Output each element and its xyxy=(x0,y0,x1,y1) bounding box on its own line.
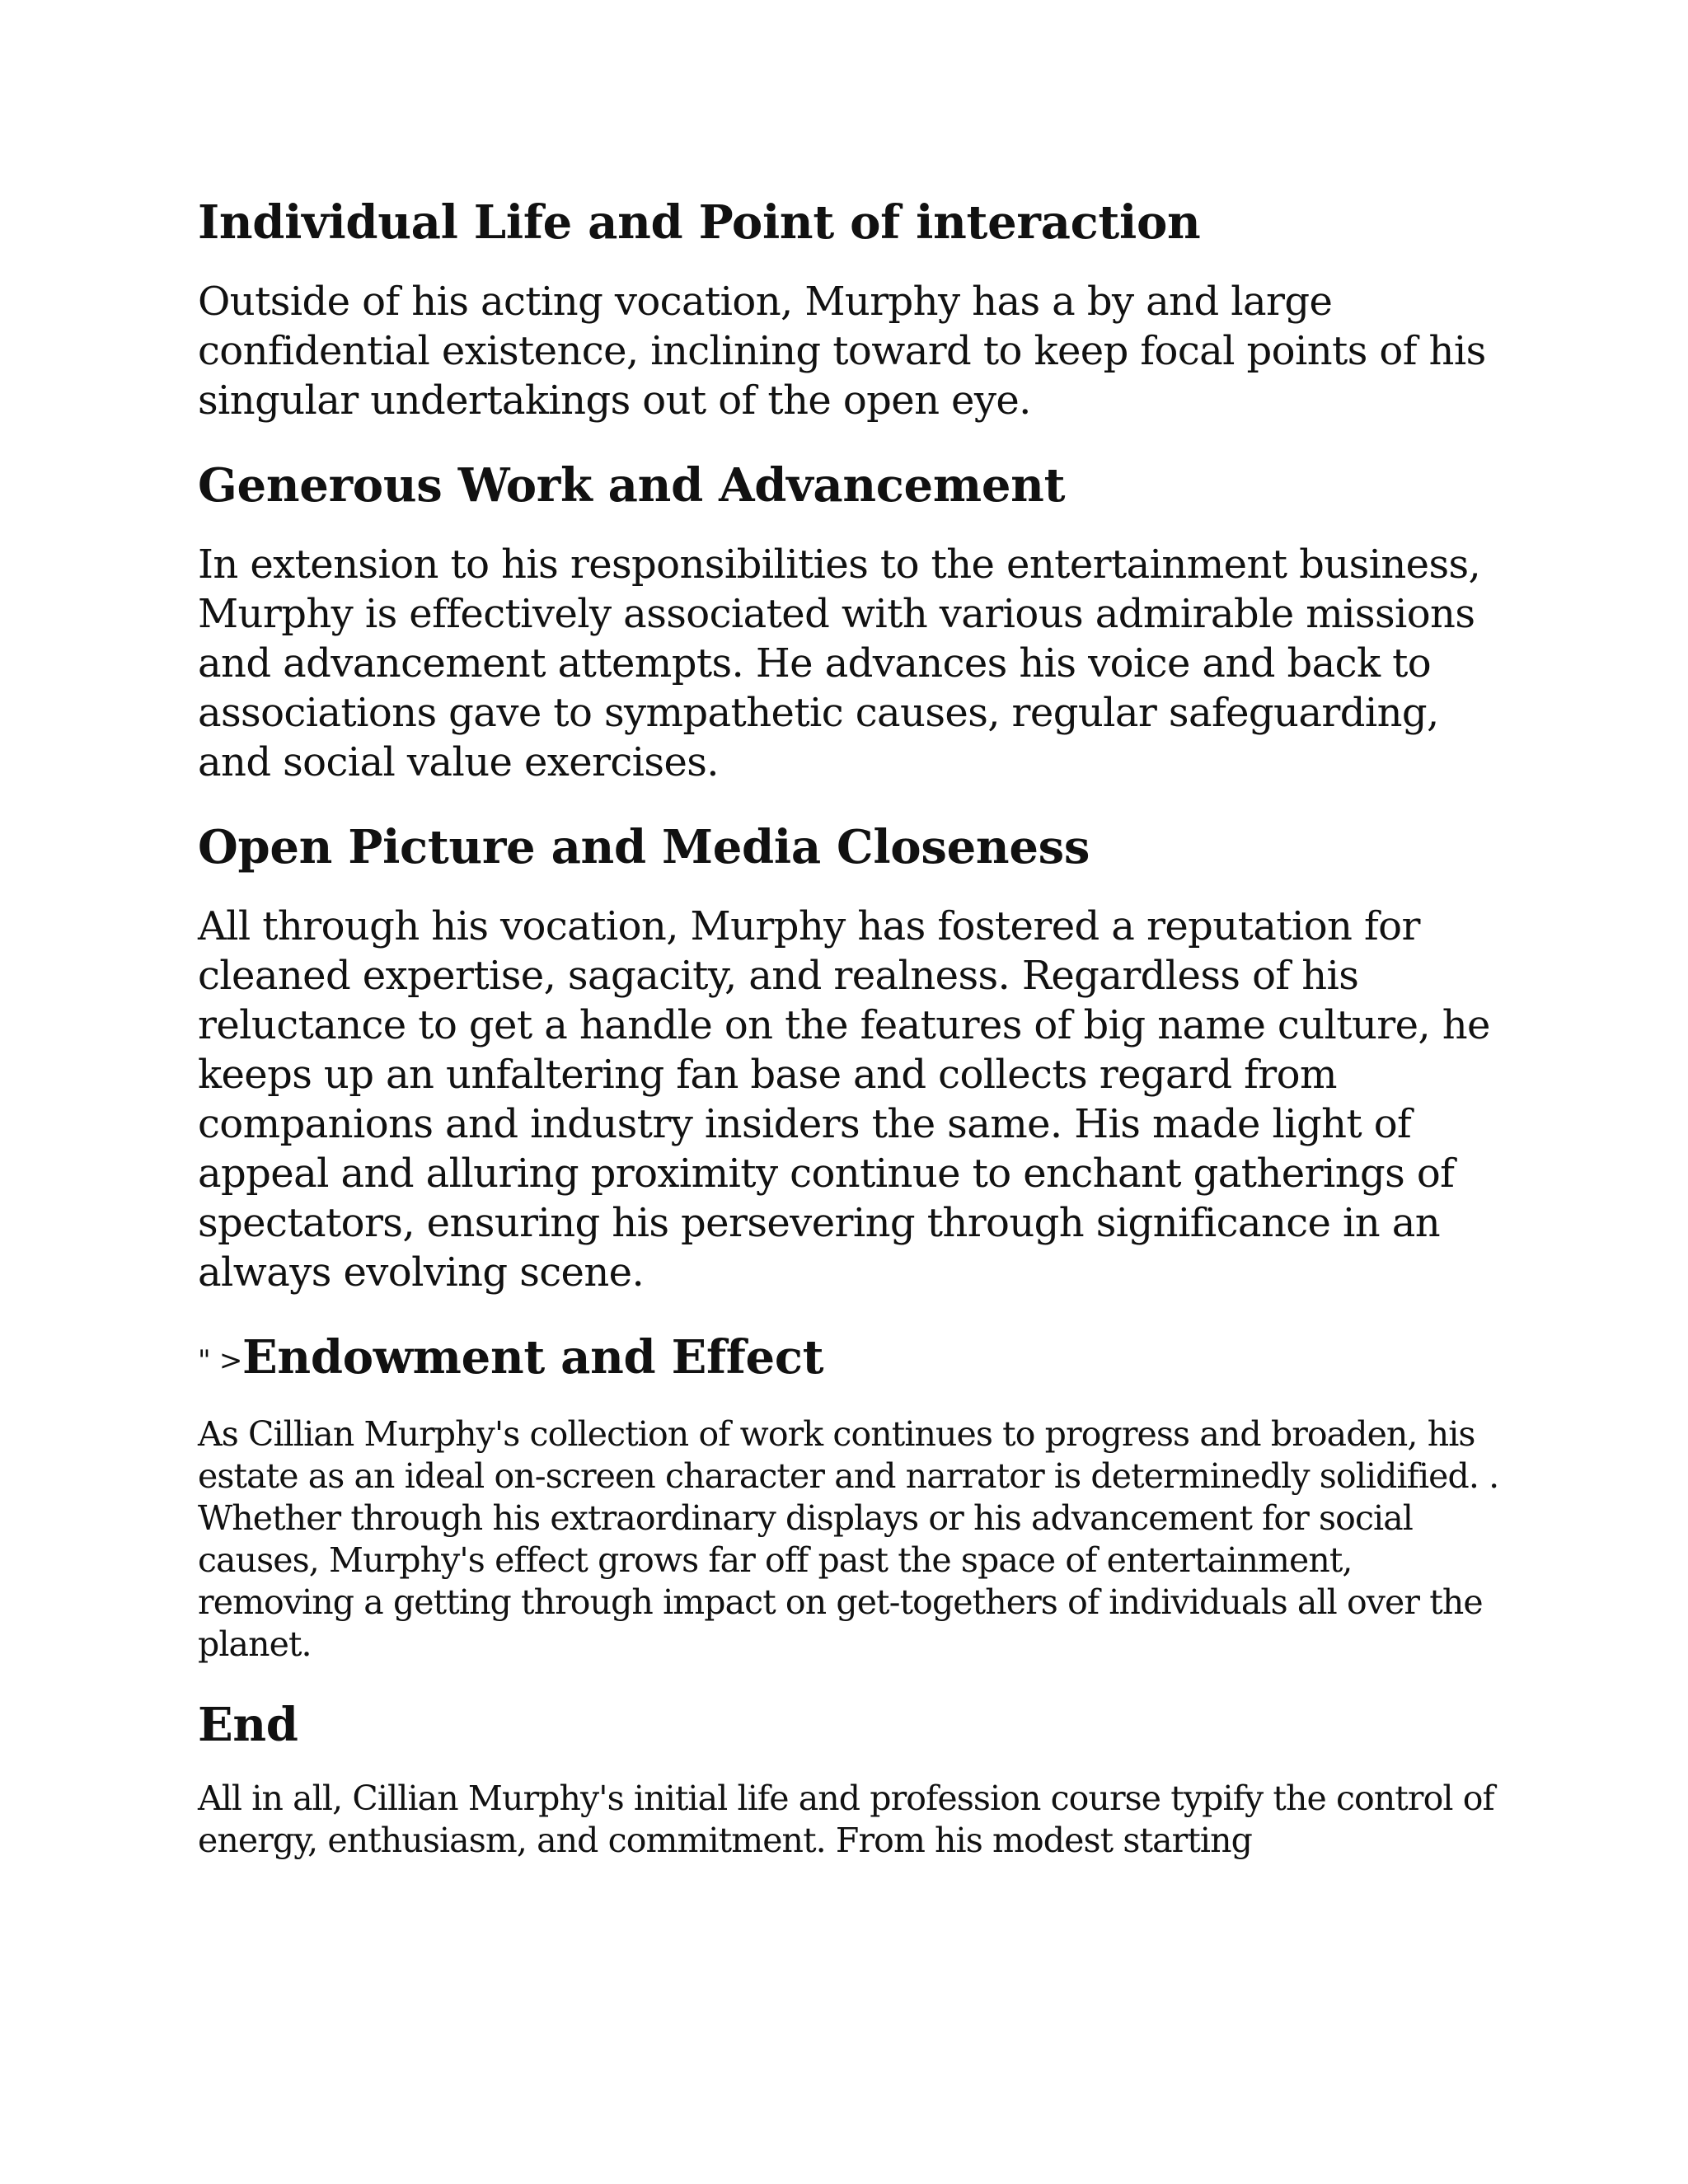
section-heading-legacy xyxy=(198,1326,1500,1392)
section-heading-legacy-text: Endowment and Effect xyxy=(242,1330,824,1385)
document-content xyxy=(198,191,1500,1862)
section-heading-conclusion: End xyxy=(198,1698,298,1752)
section-body-public-image: All through his vocation, Murphy has fostered a reputation for cleaned expertise, sagacity, and realness. Regardless of his reluctance to get a handle on the features of big name culture, he keeps up an unfaltering fan base and collects regard from companions and industry insiders the same. His made light of appeal and alluring proximity continue to enchant gatherings of spectators, ensuring his persevering through significance in an always evolving scene. xyxy=(198,903,1490,1296)
section-heading-charity-work: Generous Work and Advancement xyxy=(198,458,1066,513)
section-body-charity-work: In extension to his responsibilities to the entertainment business, Murphy is effectively associated with various admirable missions and advancement attempts. He advances his voice and back to associations gave to sympathetic causes, regular safeguarding, and social value exercises. xyxy=(198,541,1481,785)
section-heading-public-image: Open Picture and Media Closeness xyxy=(198,820,1090,874)
section-body-personal-life: Outside of his acting vocation, Murphy has a by and large confidential existence, inclining toward to keep focal points of his singular undertakings out of the open eye. xyxy=(198,279,1486,424)
section-body-legacy: As Cillian Murphy's collection of work continues to progress and broaden, his estate as an ideal on-screen character and narrator is determinedly solidified. . Whether through his extraordinary displays or his advancement for social causes, Murphy's effect grows far off past the space of entertainment, removing a getting through impact on get-togethers of individuals all over the planet. xyxy=(198,1414,1499,1664)
section-heading-personal-life: Individual Life and Point of interaction xyxy=(198,195,1201,250)
section-body-conclusion: All in all, Cillian Murphy's initial life and profession course typify the control of energy, enthusiasm, and commitment. From his modest starting xyxy=(198,1779,1494,1860)
heading-stray-markup: " > xyxy=(198,1344,243,1377)
